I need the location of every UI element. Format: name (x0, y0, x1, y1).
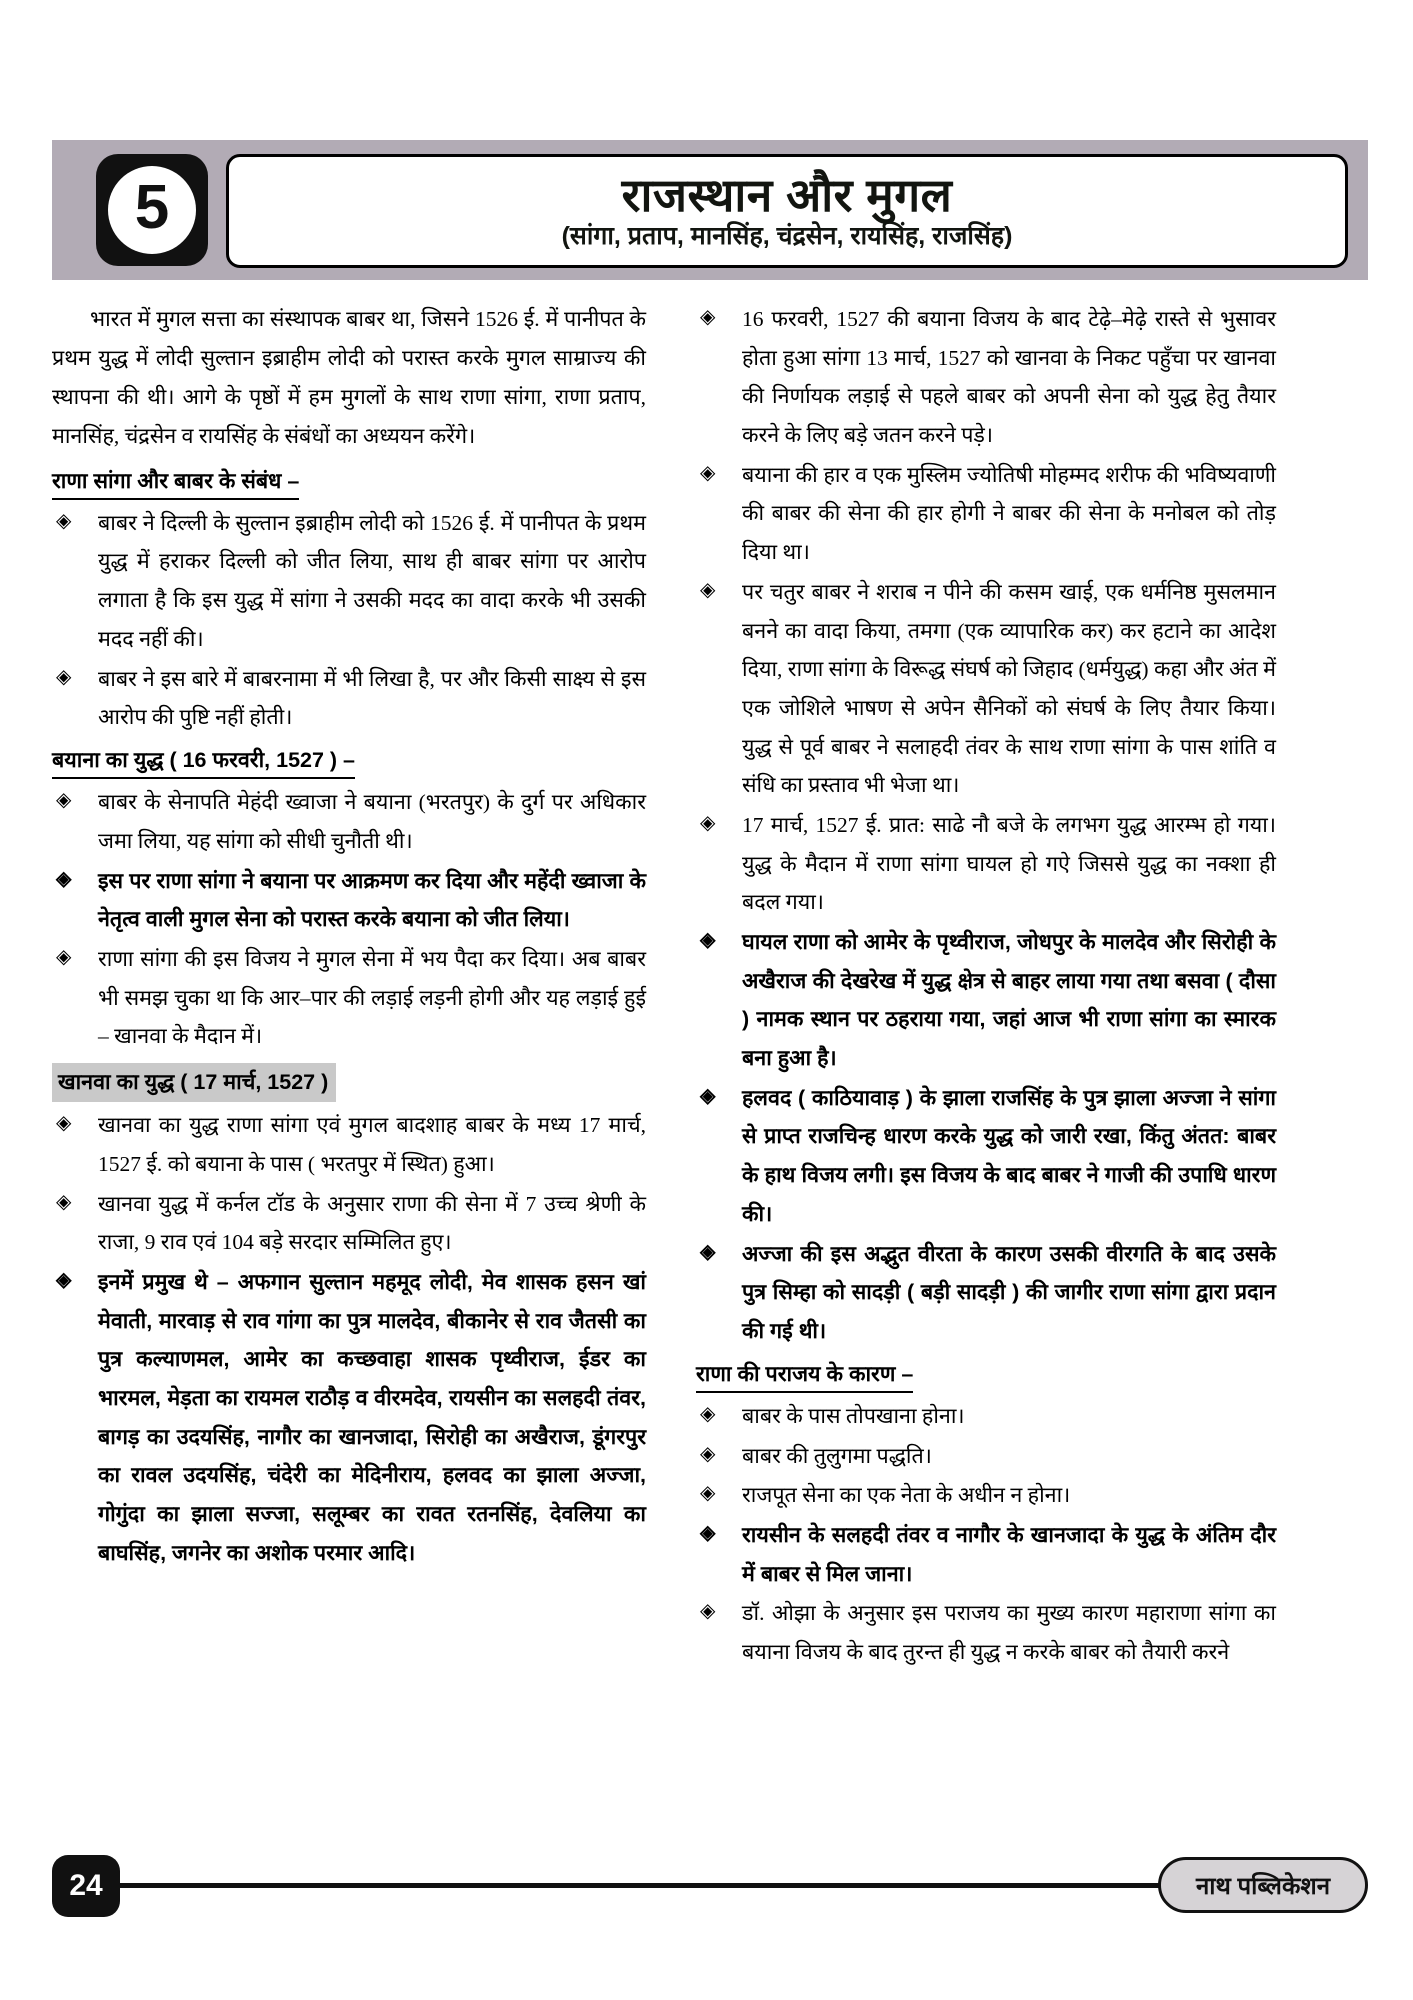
list-item-text: बाबर के पास तोपखाना होना। (742, 1403, 965, 1428)
list-item (696, 573, 1276, 805)
list-item (52, 940, 646, 1056)
list-item-text: बाबर ने इस बारे में बाबरनामा में भी लिखा है, पर और किसी साक्ष्य से इस आरोप की पुष्टि नहीं होती। (98, 666, 646, 730)
list-item-text: डॉ. ओझा के अनुसार इस पराजय का मुख्य कारण महाराणा सांगा का बयाना विजय के बाद तुरन्त ही युद्ध न करके बाबर को तैयारी करने (742, 1601, 1276, 1664)
list-item (696, 923, 1276, 1078)
body-columns (52, 300, 1368, 1740)
diamond-bullet-icon: ◈ (700, 1600, 716, 1623)
list-item-text: पर चतुर बाबर ने शराब न पीने की कसम खाई, एक धर्मनिष्ठ मुसलमान बनने का वादा किया, तमगा (एक व्यापारिक कर) कर हटाने का आदेश दिया, राणा सांगा के विरूद्ध संघर्ष को जिहाद (धर्मयुद्ध) कहा और अंत में एक जोशिले भाषण से अपेन सैनिकों को संघर्ष के लिए तैयार किया। युद्ध से पूर्व बाबर ने सलाहदी तंवर के साथ राणा सांगा के पास शांति व संधि का प्रस्ताव भी भेजा था। (742, 579, 1276, 798)
bullet-list-defeat-reasons (696, 1397, 1276, 1672)
list-item-text: बाबर की तुलुगमा पद्धति। (742, 1443, 932, 1468)
list-item-text: घायल राणा को आमेर के पृथ्वीराज, जोधपुर के मालदेव और सिरोही के अखैराज की देखरेख में युद्ध क्षेत्र से बाहर लाया गया तथा बसवा ( दौसा ) नामक स्थान पर ठहराया गया, जहां आज भी राणा सांगा का स्मारक बना हुआ है। (742, 930, 1276, 1071)
bullet-list-khanwa-war (52, 1106, 646, 1572)
footer-divider (106, 1883, 1256, 1888)
diamond-bullet-icon: ◈ (56, 945, 72, 968)
page-title: राजस्थान और मुगल (621, 169, 953, 222)
list-item-text: 17 मार्च, 1527 ई. प्रात: साढे नौ बजे के लगभग युद्ध आरम्भ हो गया। युद्ध के मैदान में राणा सांगा घायल हो गऐ जिससे युद्ध का नक्शा ही बदल गया। (742, 812, 1276, 915)
list-item (52, 1106, 646, 1183)
list-item-text: खानवा युद्ध में कर्नल टॉड के अनुसार राणा की सेना में 7 उच्च श्रेणी के राजा, 9 राव एवं 104 बड़े सरदार सम्मिलित हुए। (98, 1191, 646, 1255)
list-item (52, 1263, 646, 1573)
list-item (696, 1397, 1276, 1436)
list-item (52, 504, 646, 659)
bullet-list-bayana-war (52, 783, 646, 1056)
list-item (696, 300, 1276, 455)
page-subtitle: (सांगा, प्रताप, मानसिंह, चंद्रसेन, रायसिंह, राजसिंह) (561, 222, 1013, 251)
list-item-text: हलवद ( काठियावाड़ ) के झाला राजसिंह के पुत्र झाला अज्जा ने सांगा से प्राप्त राजचिन्ह धारण करके युद्ध को जारी रखा, किंतु अंतत: बाबर के हाथ विजय लगी। इस विजय के बाद बाबर ने गाजी की उपाधि धारण की। (742, 1085, 1276, 1226)
list-item (696, 1476, 1276, 1515)
diamond-bullet-icon: ◈ (56, 1190, 72, 1213)
heading-rana-sanga-babar-wrap (52, 459, 646, 504)
diamond-bullet-icon: ◈ (56, 867, 72, 890)
list-item (696, 1437, 1276, 1476)
list-item-text: राजपूत सेना का एक नेता के अधीन न होना। (742, 1483, 1071, 1508)
diamond-bullet-icon: ◈ (700, 811, 716, 834)
diamond-bullet-icon: ◈ (700, 461, 716, 484)
diamond-bullet-icon: ◈ (700, 1240, 716, 1263)
list-item (52, 783, 646, 860)
chapter-number-disc (108, 166, 196, 254)
list-item (696, 1594, 1276, 1671)
list-item-text: बाबर ने दिल्ली के सुल्तान इब्राहीम लोदी को 1526 ई. में पानीपत के प्रथम युद्ध में हराकर दिल्ली को जीत लिया, साथ ही बाबर सांगा पर आरोप लगाता है कि इस युद्ध में सांगा ने उसकी मदद का वादा करके भी उसकी मदद नहीं की। (98, 510, 646, 651)
bullet-list-rana-sanga-babar (52, 504, 646, 737)
diamond-bullet-icon: ◈ (700, 1442, 716, 1465)
list-item-text: रायसीन के सलहदी तंवर व नागौर के खानजादा के युद्ध के अंतिम दौर में बाबर से मिल जाना। (742, 1522, 1276, 1586)
diamond-bullet-icon: ◈ (700, 1482, 716, 1505)
heading-defeat-reasons: राणा की पराजय के कारण – (696, 1358, 913, 1393)
diamond-bullet-icon: ◈ (700, 1084, 716, 1107)
chapter-number-badge (96, 154, 208, 266)
list-item-text: इस पर राणा सांगा ने बयाना पर आक्रमण कर दिया और महेंदी ख्वाजा के नेतृत्व वाली मुगल सेना को परास्त करके बयाना को जीत लिया। (98, 868, 646, 932)
list-item (696, 456, 1276, 572)
right-column (664, 300, 1276, 1740)
diamond-bullet-icon: ◈ (56, 665, 72, 688)
heading-rana-sanga-babar: राणा सांगा और बाबर के संबंध – (52, 465, 299, 500)
list-item-text: अज्जा की इस अद्भुत वीरता के कारण उसकी वीरगति के बाद उसके पुत्र सिम्हा को सादड़ी ( बड़ी सादड़ी ) की जागीर राणा सांगा द्वारा प्रदान की गई थी। (742, 1241, 1276, 1343)
list-item (52, 660, 646, 737)
diamond-bullet-icon: ◈ (700, 578, 716, 601)
heading-bayana-war-wrap (52, 738, 646, 783)
heading-bayana-war: बयाना का युद्ध ( 16 फरवरी, 1527 ) – (52, 744, 355, 779)
list-item-text: खानवा का युद्ध राणा सांगा एवं मुगल बादशाह बाबर के मध्य 17 मार्च, 1527 ई. को बयाना के पास ( भरतपुर में स्थित) हुआ। (98, 1113, 646, 1176)
diamond-bullet-icon: ◈ (700, 306, 716, 328)
list-item-text: बाबर के सेनापति मेहंदी ख्वाजा ने बयाना (भरतपुर) के दुर्ग पर अधिकार जमा लिया, यह सांगा को सीधी चुनौती थी। (98, 790, 646, 853)
chapter-title-box (226, 154, 1348, 268)
list-item-text: राणा सांगा की इस विजय ने मुगल सेना में भय पैदा कर दिया। अब बाबर भी समझ चुका था कि आर–पार की लड़ाई लड़नी होगी और यह लड़ाई हुई – खानवा के मैदान में। (98, 946, 646, 1049)
heading-defeat-reasons-wrap (696, 1352, 1276, 1397)
publisher-badge: नाथ पब्लिकेशन (1158, 1857, 1368, 1913)
list-item-text: इनमें प्रमुख थे – अफगान सुल्तान महमूद लोदी, मेव शासक हसन खां मेवाती, मारवाड़ से राव गांगा का पुत्र मालदेव, बीकानेर से राव जैतसी का पुत्र कल्याणमल, आमेर का कच्छवाहा शासक पृथ्वीराज, ईडर का भारमल, मेड़ता का रायमल राठौड़ व वीरमदेव, रायसीन का सलहदी तंवर, बागड़ का उदयसिंह, नागौर का खानजादा, सिरोही का अखैराज, डूंगरपुर का रावल उदयसिंह, चंदेरी का मेदिनीराय, हलवद का झाला अज्जा, गोगुंदा का झाला सज्जा, सलूम्बर का रावत रतनसिंह, देवलिया का बाघसिंह, जगनेर का अशोक परमार आदि। (98, 1269, 646, 1565)
left-column (52, 300, 664, 1740)
page-number: 24 (52, 1855, 120, 1917)
diamond-bullet-icon: ◈ (700, 929, 716, 951)
diamond-bullet-icon: ◈ (700, 1402, 716, 1425)
bullet-list-khanwa-details (696, 300, 1276, 1351)
diamond-bullet-icon: ◈ (56, 509, 72, 532)
list-item-text: बयाना की हार व एक मुस्लिम ज्योतिषी मोहम्मद शरीफ की भविष्यवाणी की बाबर की सेना की हार होगी ने बाबर की सेना के मनोबल को तोड़ दिया था। (742, 462, 1276, 565)
chapter-number: 5 (134, 173, 170, 242)
list-item (696, 1079, 1276, 1234)
heading-khanwa-war: खानवा का युद्ध ( 17 मार्च, 1527 ) (52, 1063, 336, 1102)
list-item-text: 16 फरवरी, 1527 की बयाना विजय के बाद टेढ़े–मेढ़े रास्ते से भुसावर होता हुआ सांगा 13 मार्च, 1527 को खानवा के निकट पहुँचा पर खानवा की निर्णायक लड़ाई से पहले बाबर को अपनी सेना को युद्ध हेतु तैयार करने के लिए बड़े जतन करने पड़े। (742, 307, 1276, 448)
heading-khanwa-war-wrap (52, 1057, 646, 1106)
list-item (696, 1235, 1276, 1351)
diamond-bullet-icon: ◈ (56, 789, 72, 812)
intro-paragraph: भारत में मुगल सत्ता का संस्थापक बाबर था, जिसने 1526 ई. में पानीपत के प्रथम युद्ध में लोदी सुल्तान इब्राहीम लोदी को परास्त करके मुगल साम्राज्य की स्थापना की थी। आगे के पृष्ठों में हम मुगलों के साथ राणा सांगा, राणा प्रताप, मानसिंह, चंद्रसेन व रायसिंह के संबंधों का अध्ययन करेंगे। (52, 307, 646, 449)
page-footer (52, 1855, 1368, 1917)
diamond-bullet-icon: ◈ (56, 1112, 72, 1135)
diamond-bullet-icon: ◈ (56, 1268, 72, 1291)
list-item (696, 806, 1276, 922)
list-item (52, 862, 646, 939)
diamond-bullet-icon: ◈ (700, 1521, 716, 1544)
list-item (696, 1516, 1276, 1593)
list-item (52, 1185, 646, 1262)
